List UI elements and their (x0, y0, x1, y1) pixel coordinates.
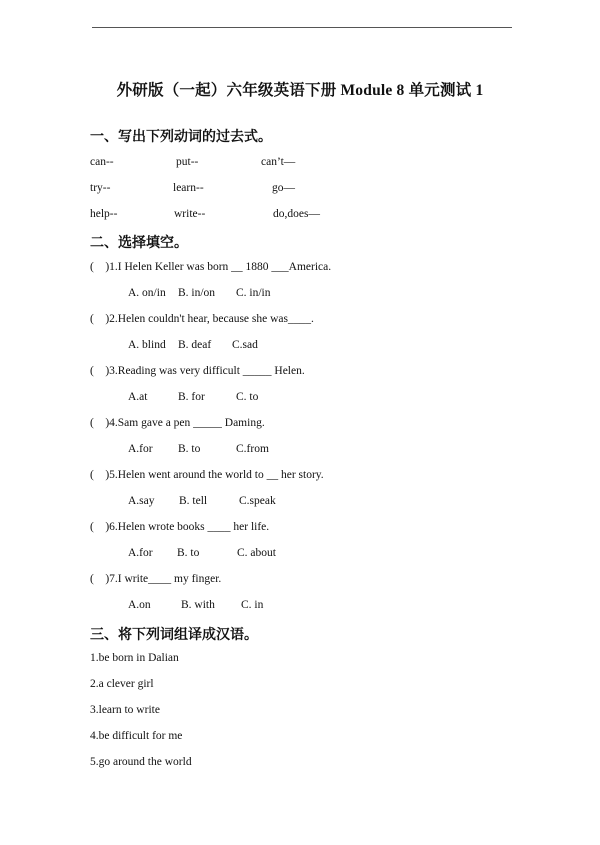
phrase-1: 1.be born in Dalian (90, 652, 179, 664)
phrase-4: 4.be difficult for me (90, 730, 183, 742)
question-4-option-b: B. to (178, 443, 201, 455)
question-6-option-c: C. about (237, 547, 276, 559)
verb-can: can-- (90, 156, 114, 168)
question-1-option-a: A. on/in (128, 287, 166, 299)
question-1-option-c: C. in/in (236, 287, 271, 299)
question-7-option-c: C. in (241, 599, 264, 611)
top-rule (92, 27, 512, 28)
question-7-stem: ( )7.I write____ my finger. (90, 573, 222, 585)
question-3-option-c: C. to (236, 391, 259, 403)
question-4-option-a: A.for (128, 443, 153, 455)
question-3-stem: ( )3.Reading was very difficult _____ Helen. (90, 365, 305, 377)
verb-write: write-- (174, 208, 206, 220)
verb-do-does: do,does— (273, 208, 320, 220)
document-title: 外研版（一起）六年级英语下册 Module 8 单元测试 1 (116, 82, 484, 99)
question-1-option-b: B. in/on (178, 287, 216, 299)
question-3-option-b: B. for (178, 391, 205, 403)
question-5-stem: ( )5.Helen went around the world to __ her story. (90, 469, 324, 481)
question-2-option-a: A. blind (128, 339, 166, 351)
question-3-option-a: A.at (128, 391, 148, 403)
phrase-2: 2.a clever girl (90, 678, 154, 690)
verb-go: go— (272, 182, 295, 194)
question-6-option-a: A.for (128, 547, 153, 559)
verb-learn: learn-- (173, 182, 204, 194)
question-1-stem: ( )1.I Helen Keller was born __ 1880 ___America. (90, 261, 332, 273)
question-4-stem: ( )4.Sam gave a pen _____ Daming. (90, 417, 265, 429)
question-2-option-c: C.sad (232, 339, 258, 351)
question-7-option-b: B. with (181, 599, 215, 611)
question-4-option-c: C.from (236, 443, 269, 455)
phrase-5: 5.go around the world (90, 756, 192, 768)
phrase-3: 3.learn to write (90, 704, 160, 716)
verb-put: put-- (176, 156, 199, 168)
verb-cant: can’t— (261, 156, 296, 168)
question-2-option-b: B. deaf (178, 339, 212, 351)
section-1-heading: 一、写出下列动词的过去式。 (90, 130, 272, 145)
section-2-heading: 二、选择填空。 (90, 236, 188, 251)
question-2-stem: ( )2.Helen couldn't hear, because she was____. (90, 313, 314, 325)
question-5-option-c: C.speak (239, 495, 276, 507)
verb-try: try-- (90, 182, 111, 194)
section-3-heading: 三、将下列词组译成汉语。 (90, 628, 258, 643)
verb-help: help-- (90, 208, 118, 220)
question-6-stem: ( )6.Helen wrote books ____ her life. (90, 521, 270, 533)
question-6-option-b: B. to (177, 547, 200, 559)
question-5-option-a: A.say (128, 495, 155, 507)
question-7-option-a: A.on (128, 599, 151, 611)
question-5-option-b: B. tell (179, 495, 208, 507)
